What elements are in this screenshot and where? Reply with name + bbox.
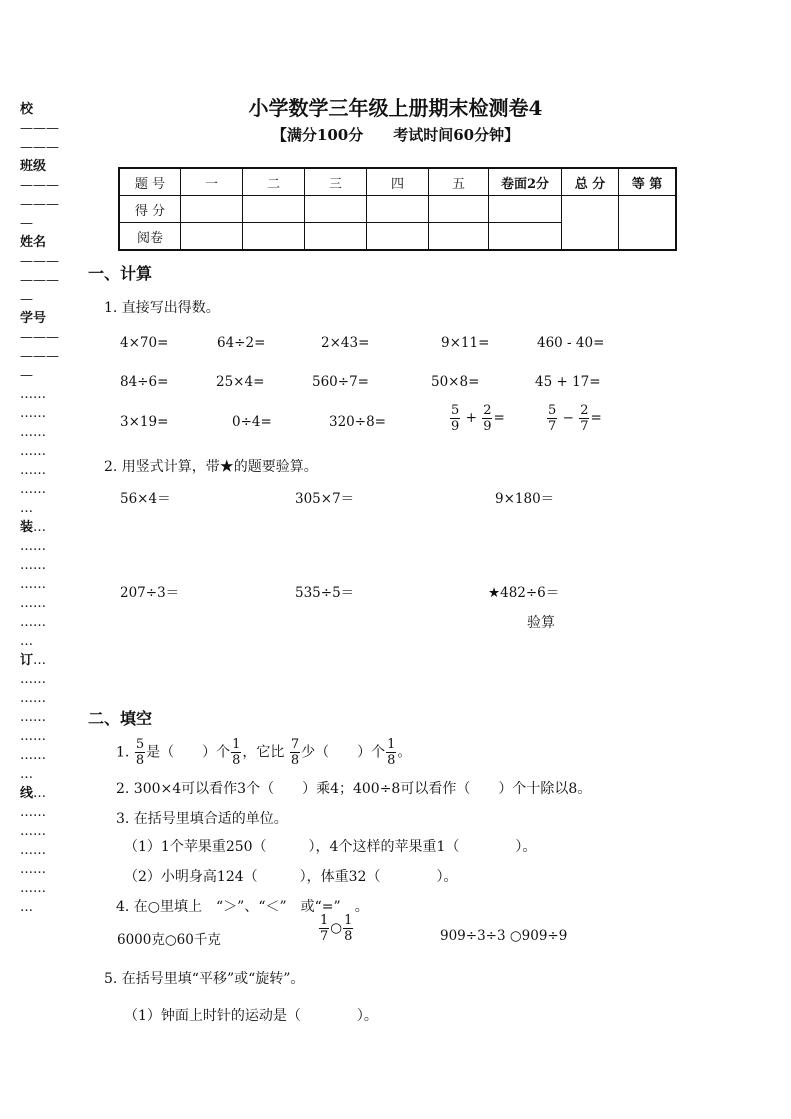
dotted-line: ……: [20, 615, 46, 630]
section-heading-calc: 一、计算: [88, 264, 153, 283]
denominator: 8: [387, 753, 396, 768]
header-cell: 总 分: [562, 168, 619, 196]
fraction: [547, 404, 557, 433]
numerator: 1: [387, 737, 396, 752]
dotted-line: ……: [20, 539, 46, 554]
header-cell: 二: [243, 168, 305, 196]
header-cell: 一: [181, 168, 243, 196]
numerator: 5: [135, 737, 145, 752]
dotted-line: ……: [20, 691, 46, 706]
dotted-line: ……: [20, 672, 46, 687]
vertical-problem: 207÷3＝: [120, 585, 180, 601]
total-score-cell[interactable]: [562, 196, 619, 251]
reviewer-cell[interactable]: [489, 223, 562, 251]
vertical-problem: 535÷5＝: [295, 585, 355, 601]
row-label-reviewer: 阅卷: [119, 223, 181, 251]
name-label: 姓名: [20, 235, 47, 250]
fill-question-2: 2. 300×4可以看作3个（ ）乘4；400÷8可以看作（ ）个十除以8。: [116, 781, 592, 797]
math-expression: 460 - 40=: [537, 335, 605, 351]
operator: +: [465, 410, 477, 426]
section-heading-fill: 二、填空: [88, 709, 153, 728]
score-table-header-row: [119, 168, 676, 196]
fraction: [450, 404, 460, 433]
math-expression: 320÷8=: [329, 414, 386, 430]
fraction: [135, 738, 145, 767]
score-cell[interactable]: [489, 196, 562, 223]
header-cell: 题 号: [119, 168, 181, 196]
name-blank-2[interactable]: ———: [20, 273, 59, 288]
score-cell[interactable]: [243, 196, 305, 223]
fill-question-3: 3. 在括号里填合适的单位。: [116, 811, 288, 827]
fraction-expression: [449, 404, 505, 433]
score-cell[interactable]: [429, 196, 489, 223]
dotted-line: …: [33, 520, 47, 535]
number-blank[interactable]: ———: [20, 330, 59, 345]
numerator: 1: [232, 737, 241, 752]
math-expression: 560÷7=: [312, 374, 369, 390]
header-cell: 四: [367, 168, 429, 196]
question-number: 1.: [116, 744, 130, 761]
class-blank-3[interactable]: —: [20, 216, 33, 231]
numerator: 5: [451, 403, 460, 418]
header-cell: 卷面2分: [489, 168, 562, 196]
fill-question-5-1: （1）钟面上时针的运动是（ ）。: [124, 1008, 378, 1024]
dotted-line: ……: [20, 843, 46, 858]
score-cell[interactable]: [181, 196, 243, 223]
number-label: 学号: [20, 311, 47, 326]
denominator: 7: [548, 419, 557, 434]
fill-question-5: 5. 在括号里填“平移”或“旋转”。: [104, 971, 305, 987]
reviewer-cell[interactable]: [305, 223, 367, 251]
math-expression: 9×11=: [441, 335, 490, 351]
equals: =: [590, 410, 602, 426]
math-expression: 0÷4=: [232, 414, 272, 430]
exam-info: 【满分100分 考试时间60分钟】: [271, 126, 520, 144]
math-expression: 4×70=: [120, 335, 169, 351]
dotted-line: ……: [20, 862, 46, 877]
fraction: [231, 738, 241, 767]
reviewer-cell[interactable]: [243, 223, 305, 251]
fill-question-3-1: （1）1个苹果重250（ ），4个这样的苹果重1（ ）。: [124, 839, 537, 855]
denominator: 8: [232, 753, 241, 768]
dotted-line: ……: [20, 577, 46, 592]
dotted-line: ……: [20, 387, 46, 402]
name-blank[interactable]: ———: [20, 254, 59, 269]
math-expression: 84÷6=: [120, 374, 169, 390]
dotted-line: …: [20, 634, 33, 649]
reviewer-cell[interactable]: [181, 223, 243, 251]
class-blank-2[interactable]: ———: [20, 197, 59, 212]
dotted-line: ……: [20, 805, 46, 820]
class-blank[interactable]: ———: [20, 178, 59, 193]
math-expression: 64÷2=: [217, 335, 266, 351]
dotted-line: …: [20, 501, 33, 516]
dotted-line: ……: [20, 463, 46, 478]
number-blank-2[interactable]: ———: [20, 349, 59, 364]
page-title: 小学数学三年级上册期末检测卷4: [248, 96, 543, 120]
numerator: 2: [580, 403, 589, 418]
school-label: 校: [20, 102, 34, 117]
numerator: 1: [320, 913, 329, 928]
ding-label: 订: [20, 653, 34, 668]
dotted-line: ……: [20, 824, 46, 839]
math-expression: 2×43=: [321, 335, 370, 351]
fill-question-3-2: （2）小明身高124（ ），体重32（ ）。: [124, 869, 458, 885]
compare-item-fractions: [318, 914, 354, 943]
question-text: 是（ ）个: [146, 744, 231, 761]
fraction: [290, 738, 300, 767]
xian-label: 线: [20, 786, 34, 801]
vertical-problem: 56×4＝: [120, 491, 171, 507]
zhuang-label: 装: [20, 520, 34, 535]
dotted-line: ……: [20, 596, 46, 611]
dotted-line: ……: [20, 482, 46, 497]
question-text: ，它比: [242, 744, 285, 761]
compare-circle[interactable]: ○: [330, 920, 343, 936]
dotted-line: …: [20, 900, 33, 915]
denominator: 7: [320, 929, 329, 944]
name-blank-3[interactable]: —: [20, 292, 33, 307]
score-cell[interactable]: [367, 196, 429, 223]
question-text: 少（ ）个: [301, 744, 386, 761]
check-label: 验算: [527, 615, 555, 631]
math-expression: 45 + 17=: [535, 374, 601, 390]
denominator: 7: [580, 419, 589, 434]
denominator: 9: [451, 419, 460, 434]
math-expression: 3×19=: [120, 414, 169, 430]
score-cell[interactable]: [305, 196, 367, 223]
dotted-line: ……: [20, 558, 46, 573]
vertical-problem: 9×180＝: [495, 491, 555, 507]
score-table: [118, 167, 677, 251]
compare-item: 6000克○60千克: [117, 932, 221, 948]
dotted-line: ……: [20, 406, 46, 421]
denominator: 8: [344, 929, 353, 944]
fraction: [579, 404, 589, 433]
fill-question-1: [116, 738, 411, 767]
math-expression: 50×8=: [431, 374, 480, 390]
number-blank-3[interactable]: —: [20, 368, 33, 383]
dotted-line: ……: [20, 425, 46, 440]
reviewer-cell[interactable]: [429, 223, 489, 251]
row-label-score: 得 分: [119, 196, 181, 223]
reviewer-cell[interactable]: [367, 223, 429, 251]
header-cell: 三: [305, 168, 367, 196]
question-vertical-calc: 2. 用竖式计算，带★的题要验算。: [104, 459, 318, 475]
operator: −: [562, 410, 574, 426]
dotted-line: ……: [20, 444, 46, 459]
binding-margin: [20, 100, 60, 917]
dotted-line: …: [20, 767, 33, 782]
vertical-problem: 305×7＝: [295, 491, 355, 507]
math-expression: 25×4=: [216, 374, 265, 390]
score-row: [119, 196, 676, 223]
fraction-expression: [546, 404, 602, 433]
denominator: 8: [290, 753, 300, 768]
dotted-line: ……: [20, 748, 46, 763]
fraction: [319, 914, 329, 943]
dotted-line: ……: [20, 881, 46, 896]
fraction: [386, 738, 396, 767]
fraction: [343, 914, 353, 943]
compare-item: 909÷3÷3 ○909÷9: [440, 928, 568, 944]
header-cell: 五: [429, 168, 489, 196]
question-direct-answer: 1. 直接写出得数。: [104, 300, 220, 316]
dotted-line: ……: [20, 729, 46, 744]
equals: =: [493, 410, 505, 426]
header-cell: 等 第: [619, 168, 677, 196]
vertical-problem-starred: ★482÷6＝: [488, 585, 560, 601]
denominator: 9: [483, 419, 492, 434]
numerator: 7: [290, 737, 300, 752]
numerator: 5: [548, 403, 557, 418]
numerator: 2: [483, 403, 492, 418]
dotted-line: …: [33, 653, 47, 668]
school-blank-2[interactable]: ———: [20, 140, 59, 155]
denominator: 8: [135, 753, 145, 768]
dotted-line: …: [33, 786, 47, 801]
class-label: 班级: [20, 159, 47, 174]
numerator: 1: [344, 913, 353, 928]
grade-cell[interactable]: [619, 196, 677, 251]
question-text: 。: [397, 744, 412, 761]
fraction: [482, 404, 492, 433]
fill-question-4: 4. 在○里填上 “＞”、“＜” 或“=” 。: [116, 899, 369, 915]
school-blank[interactable]: ———: [20, 121, 59, 136]
dotted-line: ……: [20, 710, 46, 725]
